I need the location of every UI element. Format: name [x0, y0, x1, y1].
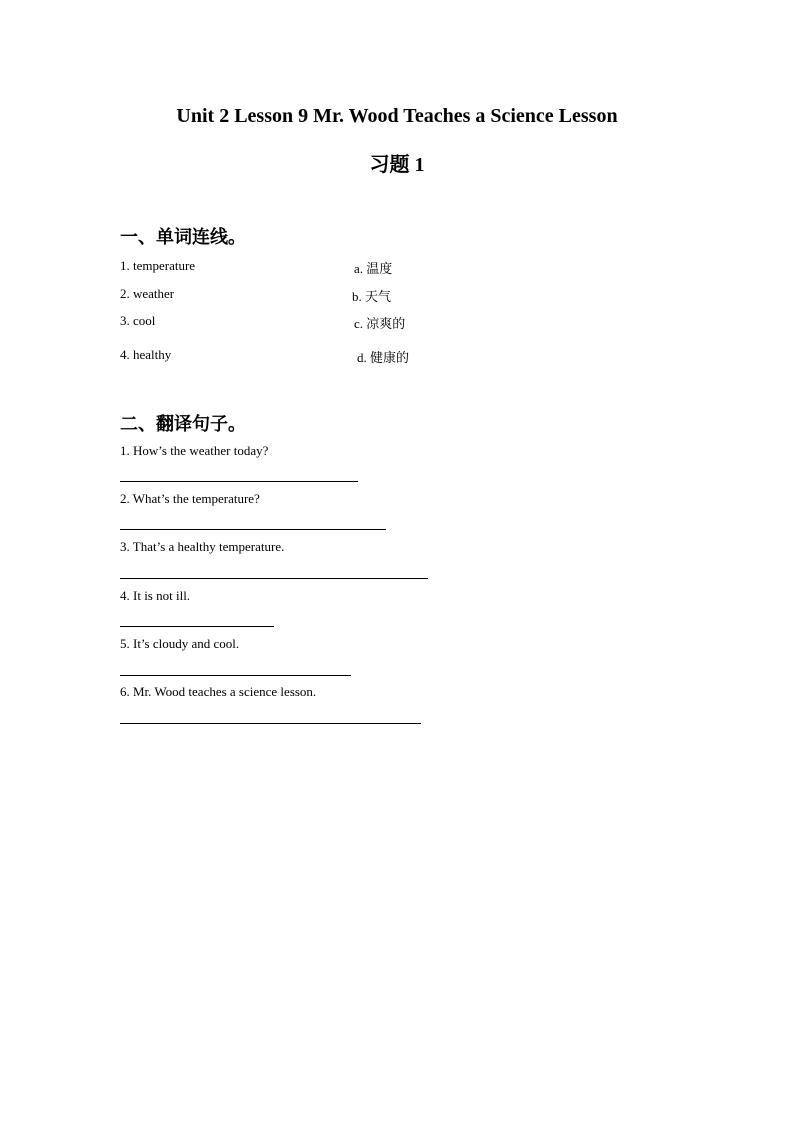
- translation-question: 3. That’s a healthy temperature.: [120, 539, 285, 554]
- match-meaning: c. 凉爽的: [354, 316, 406, 331]
- answer-line[interactable]: [120, 675, 351, 676]
- page-title: Unit 2 Lesson 9 Mr. Wood Teaches a Science Lesson: [176, 105, 618, 127]
- match-word: 2. weather: [120, 286, 175, 301]
- translation-question: 2. What’s the temperature?: [120, 491, 260, 506]
- page-subtitle: 习题 1: [369, 154, 425, 176]
- match-row: [120, 347, 540, 367]
- section-heading-translation: 二、翻译句子。: [120, 414, 246, 434]
- match-meaning: d. 健康的: [357, 350, 410, 365]
- match-row: [120, 313, 540, 333]
- match-row: [120, 258, 540, 278]
- answer-line[interactable]: [120, 529, 386, 530]
- answer-line[interactable]: [120, 723, 421, 724]
- match-meaning: a. 温度: [354, 261, 393, 276]
- match-word: 3. cool: [120, 313, 156, 328]
- match-word: 1. temperature: [120, 258, 196, 273]
- answer-line[interactable]: [120, 578, 428, 579]
- translation-question: 6. Mr. Wood teaches a science lesson.: [120, 684, 317, 699]
- translation-question: 5. It’s cloudy and cool.: [120, 636, 240, 651]
- answer-line[interactable]: [120, 481, 358, 482]
- match-row: [120, 286, 540, 306]
- translation-question: 4. It is not ill.: [120, 588, 191, 603]
- translation-question: 1. How’s the weather today?: [120, 443, 269, 458]
- match-meaning: b. 天气: [352, 289, 392, 304]
- match-word: 4. healthy: [120, 347, 172, 362]
- section-heading-matching: 一、单词连线。: [120, 227, 246, 247]
- answer-line[interactable]: [120, 626, 274, 627]
